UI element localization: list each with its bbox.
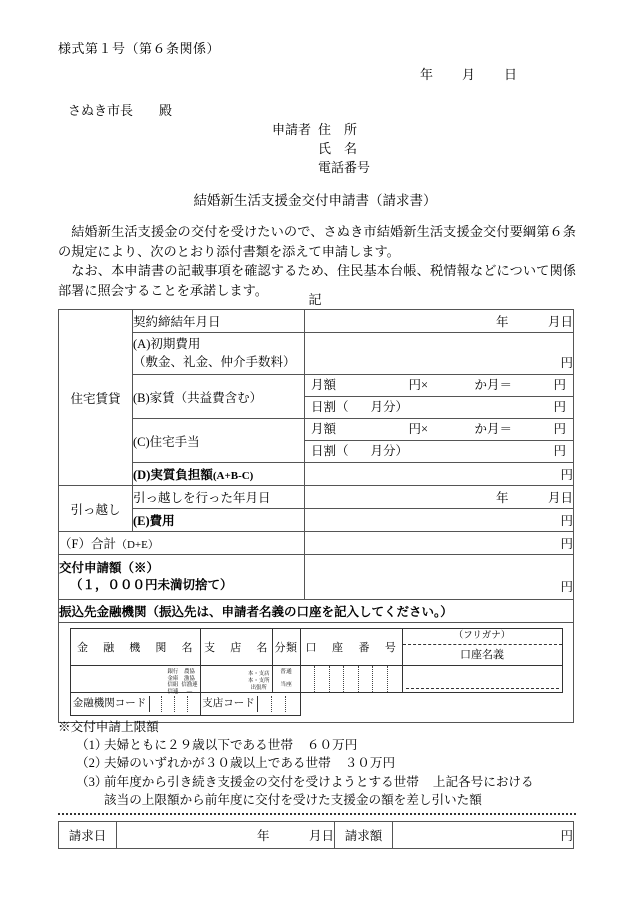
claim-day-label: 日 <box>321 829 334 843</box>
grant-value[interactable] <box>305 555 574 600</box>
row-e-label: (E)費用 <box>133 509 305 532</box>
document-title: 結婚新生活支援金交付申請書（請求書） <box>193 193 437 208</box>
applicant-phone-row <box>272 158 370 177</box>
dotted-separator <box>58 813 576 815</box>
branch-code-cell <box>200 693 300 716</box>
table-row-contract-date <box>59 310 574 333</box>
account-number-header-text: 口座番号 <box>305 642 397 654</box>
footnote-item-2-text: 夫婦のいずれかが３０歳以上である世帯 <box>104 756 331 771</box>
claim-year-label: 年 <box>256 829 270 843</box>
branch-type-list <box>248 671 270 693</box>
row-e-value[interactable] <box>305 509 574 532</box>
claim-row <box>59 822 574 849</box>
institution-type-shinren: 信連 <box>167 688 179 695</box>
footnote-item-1-num: （1） <box>76 738 108 753</box>
bank-header-row <box>70 629 562 666</box>
footnote-item-3-num: （3） <box>76 774 108 789</box>
bank-code-spacer-2 <box>402 693 562 716</box>
footnote-item-3 <box>58 773 582 791</box>
row-d-label-main: (D)実質負担額 <box>133 468 213 482</box>
classification-toza: 当座 <box>280 682 292 688</box>
row-c-months: か月＝ <box>474 422 513 436</box>
row-d-value[interactable] <box>305 463 574 486</box>
contract-month-label: 月 <box>547 315 561 329</box>
row-c-monthly-label: 月額 <box>311 422 337 436</box>
contract-year-label: 年 <box>495 315 509 329</box>
row-b-monthly-label: 月額 <box>311 378 337 392</box>
account-holder-header-cell <box>402 629 562 666</box>
row-c-value[interactable] <box>305 419 574 463</box>
footnote-item-3-amount: 上記各号における <box>432 774 534 789</box>
row-b-daily-month: 月分） <box>370 400 409 414</box>
applicant-block <box>272 120 370 177</box>
row-c-label: (C)住宅手当 <box>133 419 305 463</box>
institution-name-header-text: 金融機関名 <box>76 642 194 654</box>
bank-input-row <box>70 666 562 693</box>
claim-table <box>58 821 574 849</box>
institution-type-shingyoren: 信漁連 <box>181 682 198 689</box>
institution-name-input[interactable] <box>70 666 200 693</box>
institution-type-dash: ― <box>186 688 193 695</box>
row-f-label-main: （F）合計 <box>59 537 116 551</box>
account-holder-header: 口座名義 <box>460 649 504 661</box>
account-holder-divider <box>406 688 559 689</box>
footnote-item-2-amount: ３０万円 <box>344 756 396 771</box>
addressee <box>68 100 172 119</box>
footnote-item-3-continuation: 該当の上限額から前年度に交付を受けた支援金の額を差し引いた額 <box>104 792 482 807</box>
classification-header: 分類 <box>272 629 300 666</box>
grant-unit: 円 <box>560 580 573 594</box>
row-a-label <box>133 333 305 375</box>
row-c-monthly-line[interactable] <box>305 419 573 440</box>
row-a-unit: 円 <box>560 356 573 370</box>
table-row-bank-details <box>59 623 574 723</box>
body-paragraph-2: なお、本申請書の記載事項を確認するため、住民基本台帳、税情報などについて関係部署に照会することを承諾します。 <box>58 263 576 298</box>
category-housing: 住宅賃貸 <box>59 310 133 486</box>
bank-details-cell <box>59 623 574 723</box>
header-date-line <box>420 64 517 83</box>
row-b-monthly-unit: 円 <box>553 378 566 392</box>
row-b-daily-label: 日割（ <box>311 400 349 414</box>
footnote-item-3-text: 前年度から引き続き支援金の交付を受けようとする世帯 <box>104 774 419 789</box>
row-b-monthly-line[interactable] <box>305 375 573 396</box>
furigana-header: （フリガナ） <box>403 629 562 645</box>
moving-date-label: 引っ越しを行った年月日 <box>133 486 305 509</box>
institution-name-header <box>70 629 200 666</box>
row-b-daily-unit: 円 <box>553 400 566 414</box>
row-c-monthly-yen: 円× <box>408 422 429 436</box>
footnote-item-1-text: 夫婦ともに２９歳以下である世帯 <box>104 738 293 753</box>
table-row-bank-header <box>59 600 574 623</box>
grant-label <box>59 555 305 600</box>
header-day-label: 日 <box>504 67 518 82</box>
moving-date-value[interactable] <box>305 486 574 509</box>
institution-code-input[interactable] <box>150 696 200 712</box>
row-c-daily-month: 月分） <box>370 444 409 458</box>
row-b-daily-line[interactable] <box>305 396 573 418</box>
institution-type-bank: 銀行 <box>167 669 179 675</box>
claim-date-value[interactable] <box>117 822 335 849</box>
account-holder-input[interactable] <box>402 666 562 693</box>
branch-type-honten: 本・支店 <box>247 671 270 677</box>
branch-type-shutchojo: 出張所 <box>250 685 267 692</box>
row-f-value[interactable] <box>305 532 574 555</box>
branch-code-input[interactable] <box>258 696 300 712</box>
row-a-label-main: (A)初期費用 <box>133 337 201 351</box>
moving-month-label: 月 <box>547 491 561 505</box>
row-d-formula: (A+B-C) <box>212 470 254 482</box>
institution-type-gyokyo: 漁協 <box>184 675 195 682</box>
institution-type-list <box>168 669 198 695</box>
account-number-header <box>300 629 402 666</box>
institution-type-shinkumi: 信組 <box>167 682 179 689</box>
row-b-value[interactable] <box>305 375 574 419</box>
classification-input[interactable] <box>272 666 300 693</box>
ki-marker: 記 <box>308 292 322 307</box>
row-b-monthly-yen: 円× <box>408 378 429 392</box>
institution-type-shinkin: 金庫 <box>167 675 179 682</box>
applicant-address-row <box>272 120 370 139</box>
institution-code-cell <box>70 693 200 716</box>
table-row-total <box>59 532 574 555</box>
table-row-grant-amount <box>59 555 574 600</box>
claim-date-label: 請求日 <box>59 822 117 849</box>
table-row-moving-cost <box>59 509 574 532</box>
row-e-unit: 円 <box>560 514 573 528</box>
contract-day-label: 日 <box>560 315 573 329</box>
institution-type-col-2 <box>181 669 197 695</box>
moving-day-label: 日 <box>560 491 573 505</box>
row-b-label: (B)家賃（共益費含む） <box>133 375 305 419</box>
header-month-label: 月 <box>462 67 476 82</box>
footnotes <box>58 718 582 809</box>
row-a-label-sub: （敷金、礼金、仲介手数料） <box>133 354 296 369</box>
branch-type-honsho: 本・支所 <box>247 678 270 685</box>
bank-section-label: 振込先金融機関（振込先は、申請者名義の口座を記入してください。） <box>59 600 574 623</box>
row-f-formula: （D+E） <box>115 539 159 551</box>
expense-table <box>58 309 574 723</box>
row-c-monthly-unit: 円 <box>553 422 566 436</box>
row-c-daily-label: 日割（ <box>311 444 349 458</box>
table-row-housing-allowance <box>59 419 574 463</box>
row-f-unit: 円 <box>560 537 573 551</box>
table-row-moving-date <box>59 486 574 509</box>
form-number: 様式第１号（第６条関係） <box>58 41 221 56</box>
footnote-item-1 <box>58 736 582 754</box>
branch-name-header <box>200 629 272 666</box>
row-b-months: か月＝ <box>474 378 513 392</box>
claim-amount-label: 請求額 <box>335 822 393 849</box>
branch-name-header-text: 支店名 <box>204 642 268 654</box>
branch-code-label: 支店コード <box>201 696 258 712</box>
table-row-initial-cost <box>59 333 574 375</box>
row-d-unit: 円 <box>560 468 573 482</box>
bank-code-spacer-1 <box>300 693 402 716</box>
bank-code-row <box>70 693 562 716</box>
footnote-heading: ※交付申請上限額 <box>58 720 159 734</box>
branch-name-input[interactable] <box>200 666 272 693</box>
applicant-address-label: 住 所 <box>318 122 358 137</box>
applicant-name-row <box>272 139 370 158</box>
account-number-digit-cells <box>301 666 402 692</box>
table-row-rent <box>59 375 574 419</box>
account-number-input[interactable] <box>300 666 402 693</box>
institution-type-nokyo: 農協 <box>184 669 195 675</box>
category-moving: 引っ越し <box>59 486 133 532</box>
body-paragraph-1: 結婚新生活支援金の交付を受けたいので、さぬき市結婚新生活支援金交付要綱第６条の規定により、次のとおり添付書類を添えて申請します。 <box>58 224 576 259</box>
row-c-daily-unit: 円 <box>553 444 566 458</box>
claim-month-label: 月 <box>308 829 322 843</box>
moving-year-label: 年 <box>495 491 509 505</box>
applicant-label: 申請者 <box>272 122 312 137</box>
row-d-label <box>133 463 305 486</box>
table-row-net-burden <box>59 463 574 486</box>
row-c-daily-line[interactable] <box>305 440 573 462</box>
institution-code-label: 金融機関コード <box>71 696 150 712</box>
row-f-label <box>59 532 305 555</box>
row-a-value[interactable] <box>305 333 574 375</box>
institution-type-col-1 <box>168 669 179 695</box>
addressee-name: さぬき市長 <box>68 103 134 118</box>
bank-detail-table <box>70 628 563 716</box>
contract-date-value[interactable] <box>305 310 574 333</box>
claim-amount-value[interactable] <box>393 822 574 849</box>
grant-label-sub: （１，０００円未満切捨て） <box>70 578 233 592</box>
grant-label-main: 交付申請額（※） <box>59 560 160 575</box>
applicant-name-label: 氏 名 <box>318 141 358 156</box>
contract-date-label: 契約締結年月日 <box>133 310 305 333</box>
footnote-item-1-amount: ６０万円 <box>306 738 358 753</box>
classification-futsu: 普通 <box>280 669 292 675</box>
footnote-item-2-num: （2） <box>76 756 108 771</box>
addressee-honorific: 殿 <box>159 103 173 118</box>
footnote-item-2 <box>58 754 582 772</box>
claim-amount-unit: 円 <box>560 829 573 843</box>
header-year-label: 年 <box>420 67 434 82</box>
applicant-phone-label: 電話番号 <box>318 160 371 175</box>
